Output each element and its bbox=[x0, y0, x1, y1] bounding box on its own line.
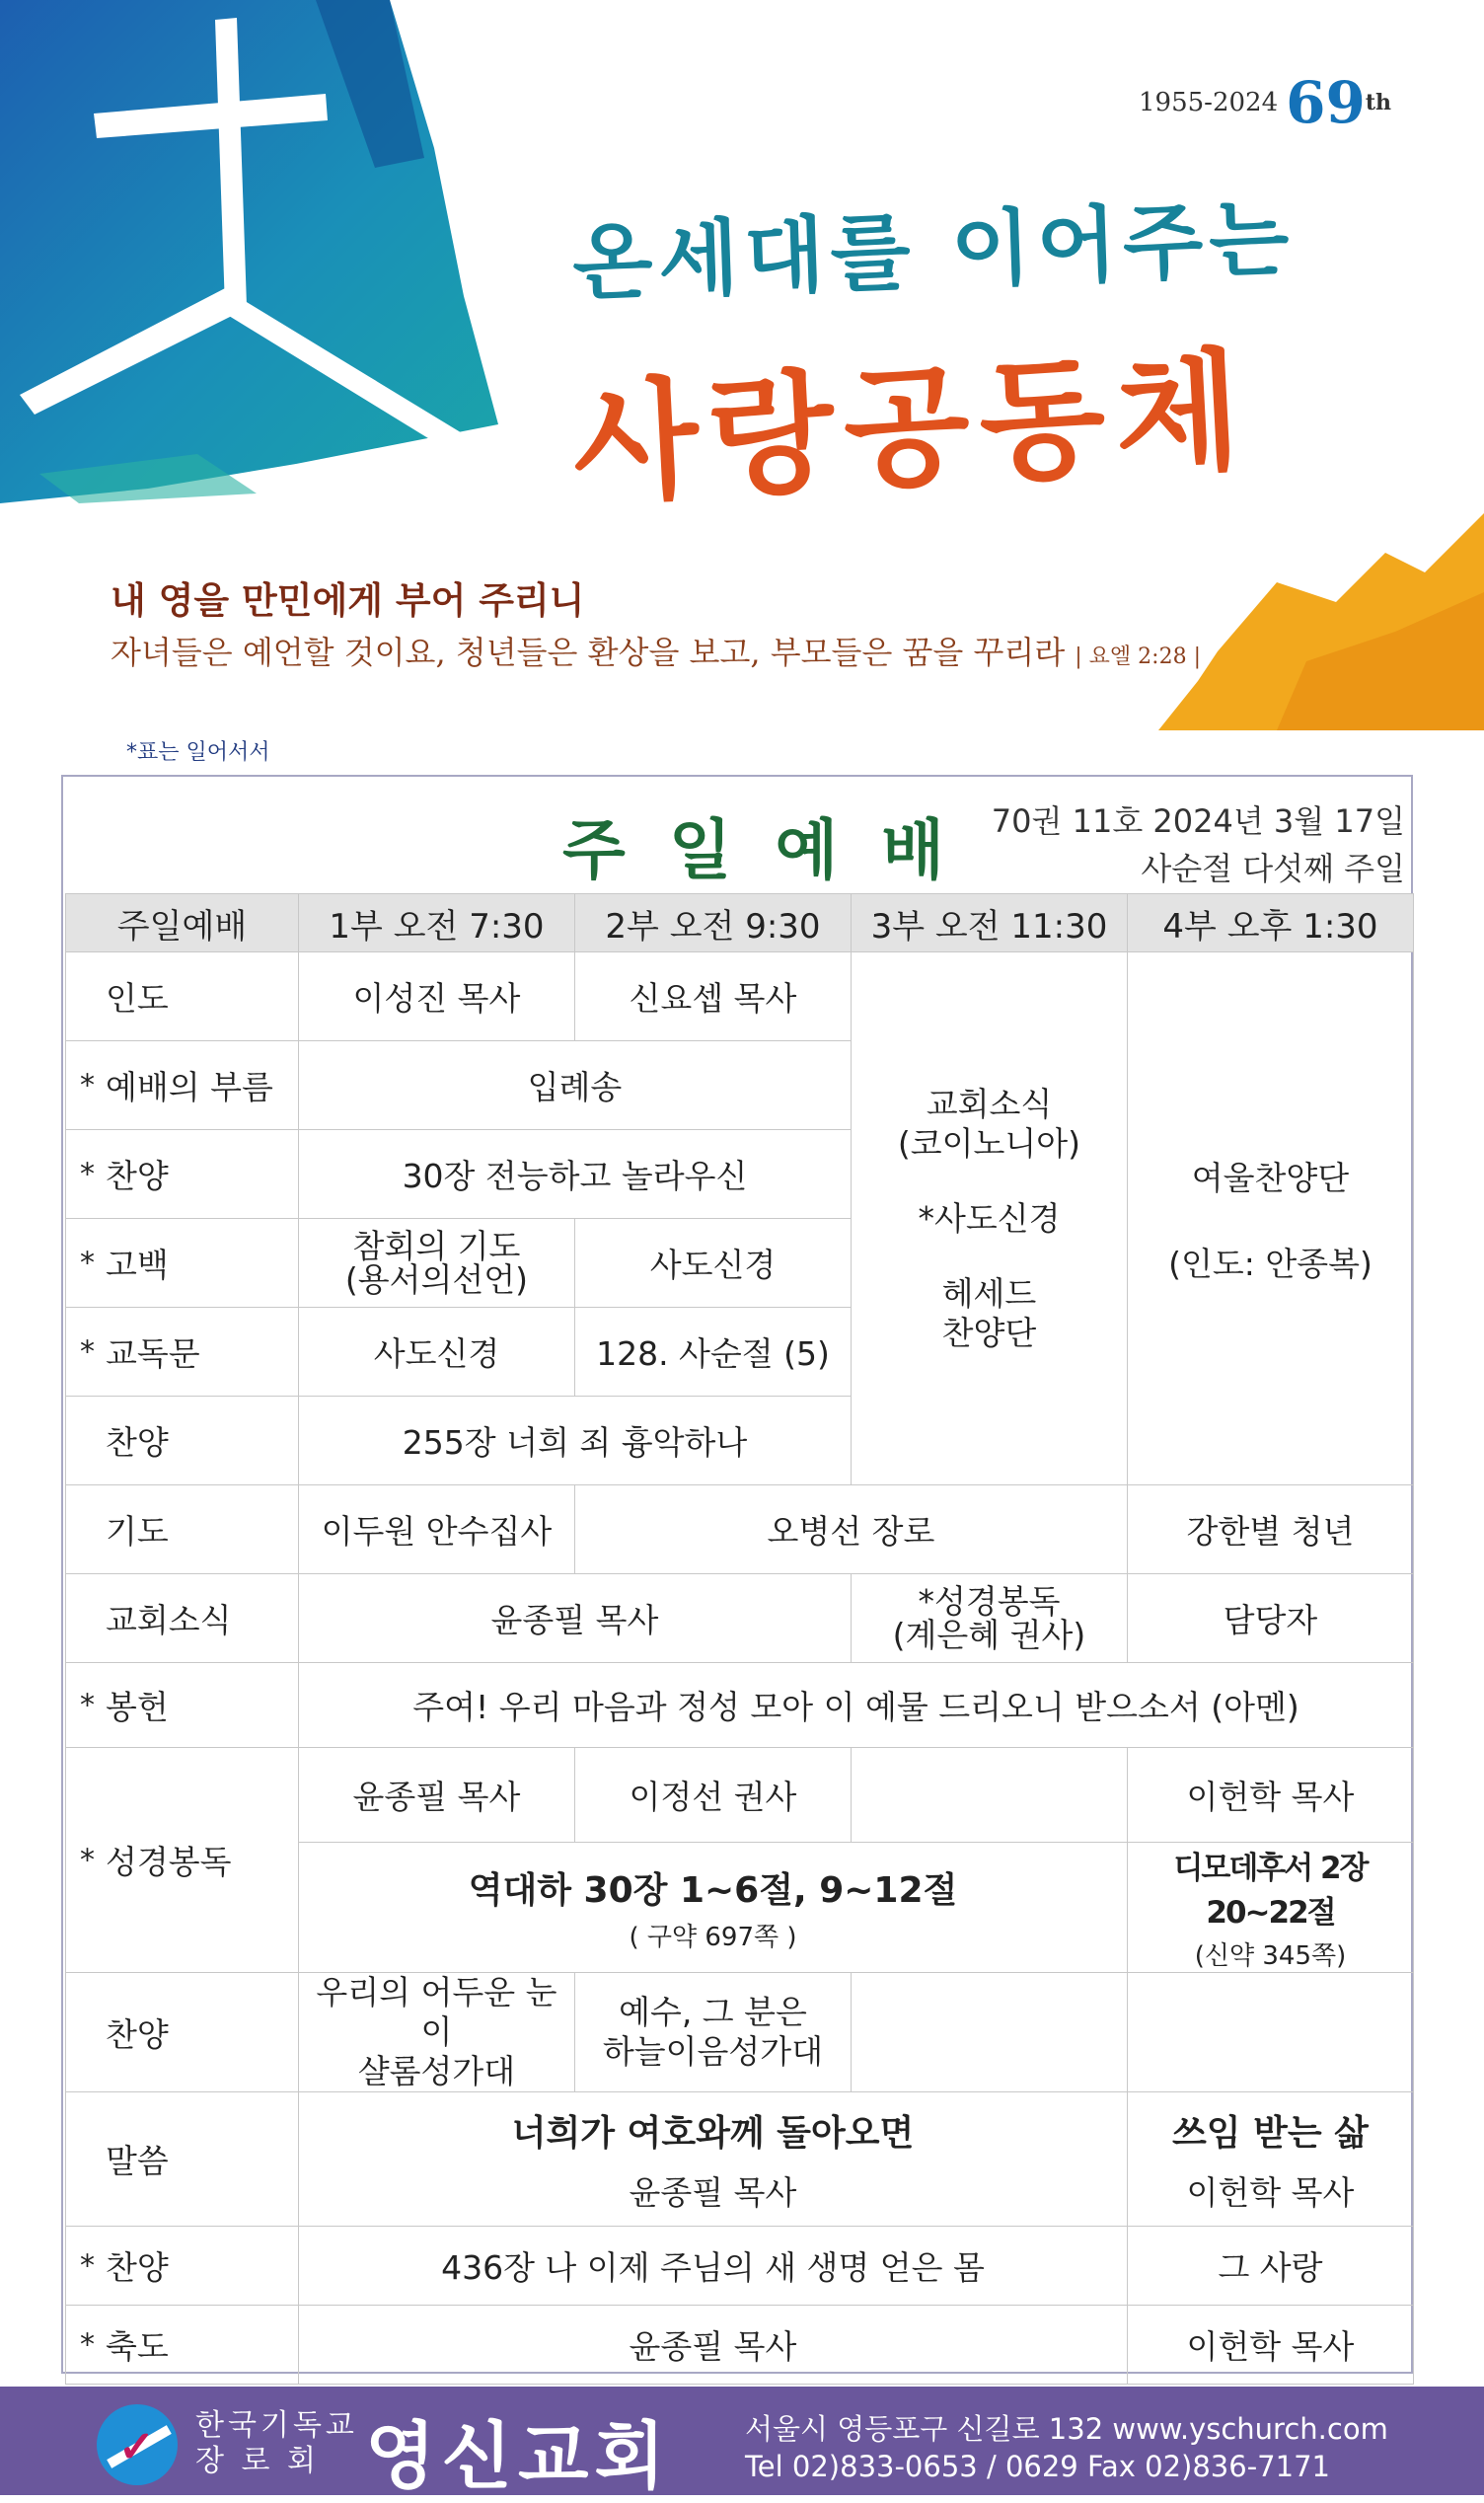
choir-service-3 bbox=[852, 1973, 1128, 2092]
hymn1-services-1-2: 30장 전능하고 놀라우신 bbox=[299, 1130, 852, 1219]
row-leader bbox=[66, 952, 1414, 1041]
choir-service-4 bbox=[1128, 1973, 1414, 2092]
s3-hesed: 헤세드 bbox=[941, 1273, 1037, 1313]
hymn3-service-4: 그 사랑 bbox=[1128, 2227, 1414, 2306]
header-service-2: 2부 오전 9:30 bbox=[575, 894, 852, 952]
prayer-services-2-3: 오병선 장로 bbox=[575, 1485, 1128, 1574]
label-prayer: 기도 bbox=[66, 1485, 299, 1574]
call-services-1-2: 입례송 bbox=[299, 1041, 852, 1130]
row-sermon bbox=[66, 2092, 1414, 2227]
label-offering: * 봉헌 bbox=[66, 1663, 299, 1748]
orange-brush-artwork bbox=[1158, 513, 1484, 730]
passage-page-4: (신약 345쪽) bbox=[1194, 1941, 1347, 1971]
reading-service-1: 사도신경 bbox=[299, 1308, 575, 1397]
scripture-passage bbox=[299, 1843, 1128, 1973]
s3-praise-team: 찬양단 bbox=[941, 1313, 1037, 1352]
label-hymn2: 찬양 bbox=[66, 1397, 299, 1485]
leader-service-1: 이성진 목사 bbox=[299, 952, 575, 1041]
s4-praise-team: 여울찬양단 bbox=[1191, 1158, 1350, 1197]
label-reading: * 교독문 bbox=[66, 1308, 299, 1397]
row-hymn3 bbox=[66, 2227, 1414, 2306]
choir-service-2: 예수, 그 분은 하늘이음성가대 bbox=[575, 1973, 852, 2092]
prayer-service-4: 강한별 청년 bbox=[1128, 1485, 1414, 1574]
bulletin-title: 주일예배 bbox=[562, 812, 989, 888]
header-service-1: 1부 오전 7:30 bbox=[299, 894, 575, 952]
church-name: 영신교회 bbox=[365, 2414, 671, 2499]
prayer-service-1: 이두원 안수집사 bbox=[299, 1485, 575, 1574]
sermon-title-4: 쓰임 받는 삶 bbox=[1172, 2112, 1369, 2154]
address: 서울시 영등포구 신길로 132 www.yschurch.com bbox=[745, 2412, 1388, 2446]
passage-text: 역대하 30장 1~6절, 9~12절 bbox=[468, 1869, 958, 1911]
confession-service-2: 사도신경 bbox=[575, 1219, 852, 1308]
label-leader: 인도 bbox=[66, 952, 299, 1041]
denomination-line1: 한국기독교 bbox=[195, 2408, 358, 2443]
row-offering bbox=[66, 1663, 1414, 1748]
verse-reference: | 요엘 2:28 | bbox=[1075, 645, 1201, 669]
verse-body-text: 자녀들은 예언할 것이요, 청년들은 환상을 보고, 부모들은 꿈을 꾸리라 bbox=[111, 634, 1066, 671]
label-hymn3: * 찬양 bbox=[66, 2227, 299, 2306]
sermon-service-4 bbox=[1128, 2092, 1414, 2227]
slogan-line1: 온세대를 이어주는 bbox=[570, 190, 1297, 312]
anniversary-mark bbox=[1139, 69, 1391, 136]
service-3-block bbox=[852, 952, 1128, 1485]
scripture-passage-4 bbox=[1128, 1843, 1414, 1973]
sermon-preacher: 윤종필 목사 bbox=[629, 2172, 797, 2212]
order-of-worship-table bbox=[65, 893, 1414, 2385]
s3-creed: *사도신경 bbox=[918, 1198, 1061, 1238]
header-service: 주일예배 bbox=[66, 894, 299, 952]
row-benediction bbox=[66, 2306, 1414, 2385]
row-choir bbox=[66, 1973, 1414, 2092]
contact-info bbox=[745, 2410, 1388, 2485]
cross-artwork bbox=[0, 0, 513, 513]
passage-page: ( 구약 697쪽 ) bbox=[629, 1922, 797, 1952]
news-services-1-2: 윤종필 목사 bbox=[299, 1574, 852, 1663]
s3-koinonia: (코이노니아) bbox=[897, 1123, 1081, 1163]
service-4-block bbox=[1128, 952, 1414, 1485]
label-benediction: * 축도 bbox=[66, 2306, 299, 2385]
denomination bbox=[195, 2408, 358, 2479]
sermon-services-1-3 bbox=[299, 2092, 1128, 2227]
choir-service-1: 우리의 어두운 눈이 샬롬성가대 bbox=[299, 1973, 575, 2092]
scripture-reader-2: 이정선 권사 bbox=[575, 1748, 852, 1843]
scripture-reader-3 bbox=[852, 1748, 1128, 1843]
header-service-4: 4부 오후 1:30 bbox=[1128, 894, 1414, 952]
stand-note: *표는 일어서서 bbox=[126, 740, 270, 765]
label-sermon: 말씀 bbox=[66, 2092, 299, 2227]
header-service-3: 3부 오전 11:30 bbox=[852, 894, 1128, 952]
issue-date: 70권 11호 2024년 3월 17일 bbox=[991, 802, 1405, 840]
year-range: 1955-2024 bbox=[1139, 88, 1279, 117]
anniversary-number: 69 bbox=[1286, 69, 1366, 136]
reading-service-2: 128. 사순절 (5) bbox=[575, 1308, 852, 1397]
issue-info bbox=[992, 797, 1405, 892]
label-choir: 찬양 bbox=[66, 1973, 299, 2092]
news-service-3: *성경봉독 (계은혜 권사) bbox=[852, 1574, 1128, 1663]
label-scripture: * 성경봉독 bbox=[66, 1748, 299, 1973]
offering-prayer: 주여! 우리 마음과 정성 모아 이 예물 드리오니 받으소서 (아멘) bbox=[299, 1663, 1414, 1748]
passage-text-4: 디모데후서 2장 20~22절 bbox=[1173, 1851, 1368, 1931]
hymn2-services-1-2: 255장 너희 죄 흉악하나 bbox=[299, 1397, 852, 1485]
label-news: 교회소식 bbox=[66, 1574, 299, 1663]
hymn3-services-1-3: 436장 나 이제 주님의 새 생명 얻은 몸 bbox=[299, 2227, 1128, 2306]
verse-text bbox=[111, 628, 1201, 673]
header-row bbox=[66, 894, 1414, 952]
confession-service-1: 참회의 기도 (용서의선언) bbox=[299, 1219, 575, 1308]
label-hymn1: * 찬양 bbox=[66, 1130, 299, 1219]
row-scripture-readers bbox=[66, 1748, 1414, 1843]
slogan-line2: 사랑공동체 bbox=[568, 335, 1255, 522]
benediction-services-1-3: 윤종필 목사 bbox=[299, 2306, 1128, 2385]
scripture-reader-1: 윤종필 목사 bbox=[299, 1748, 575, 1843]
sermon-preacher-4: 이헌학 목사 bbox=[1186, 2172, 1355, 2212]
row-prayer bbox=[66, 1485, 1414, 1574]
denomination-line2: 장 로 회 bbox=[195, 2444, 321, 2478]
s3-news: 교회소식 bbox=[926, 1084, 1053, 1123]
scripture-reader-4: 이헌학 목사 bbox=[1128, 1748, 1414, 1843]
anniversary-suffix: th bbox=[1365, 90, 1392, 115]
row-news bbox=[66, 1574, 1414, 1663]
verse-heading: 내 영을 만민에게 부어 주리니 bbox=[111, 579, 585, 622]
liturgical-week: 사순절 다섯째 주일 bbox=[1141, 850, 1405, 887]
church-logo-icon: ✓ bbox=[97, 2404, 178, 2485]
sermon-title: 너희가 여호와께 돌아오면 bbox=[511, 2112, 915, 2154]
phone-fax: Tel 02)833-0653 / 0629 Fax 02)836-7171 bbox=[745, 2450, 1330, 2483]
label-confession: * 고백 bbox=[66, 1219, 299, 1308]
benediction-service-4: 이헌학 목사 bbox=[1128, 2306, 1414, 2385]
label-call: * 예배의 부름 bbox=[66, 1041, 299, 1130]
s4-praise-leader: (인도: 안종복) bbox=[1168, 1244, 1373, 1283]
news-service-4: 담당자 bbox=[1128, 1574, 1414, 1663]
leader-service-2: 신요셉 목사 bbox=[575, 952, 852, 1041]
